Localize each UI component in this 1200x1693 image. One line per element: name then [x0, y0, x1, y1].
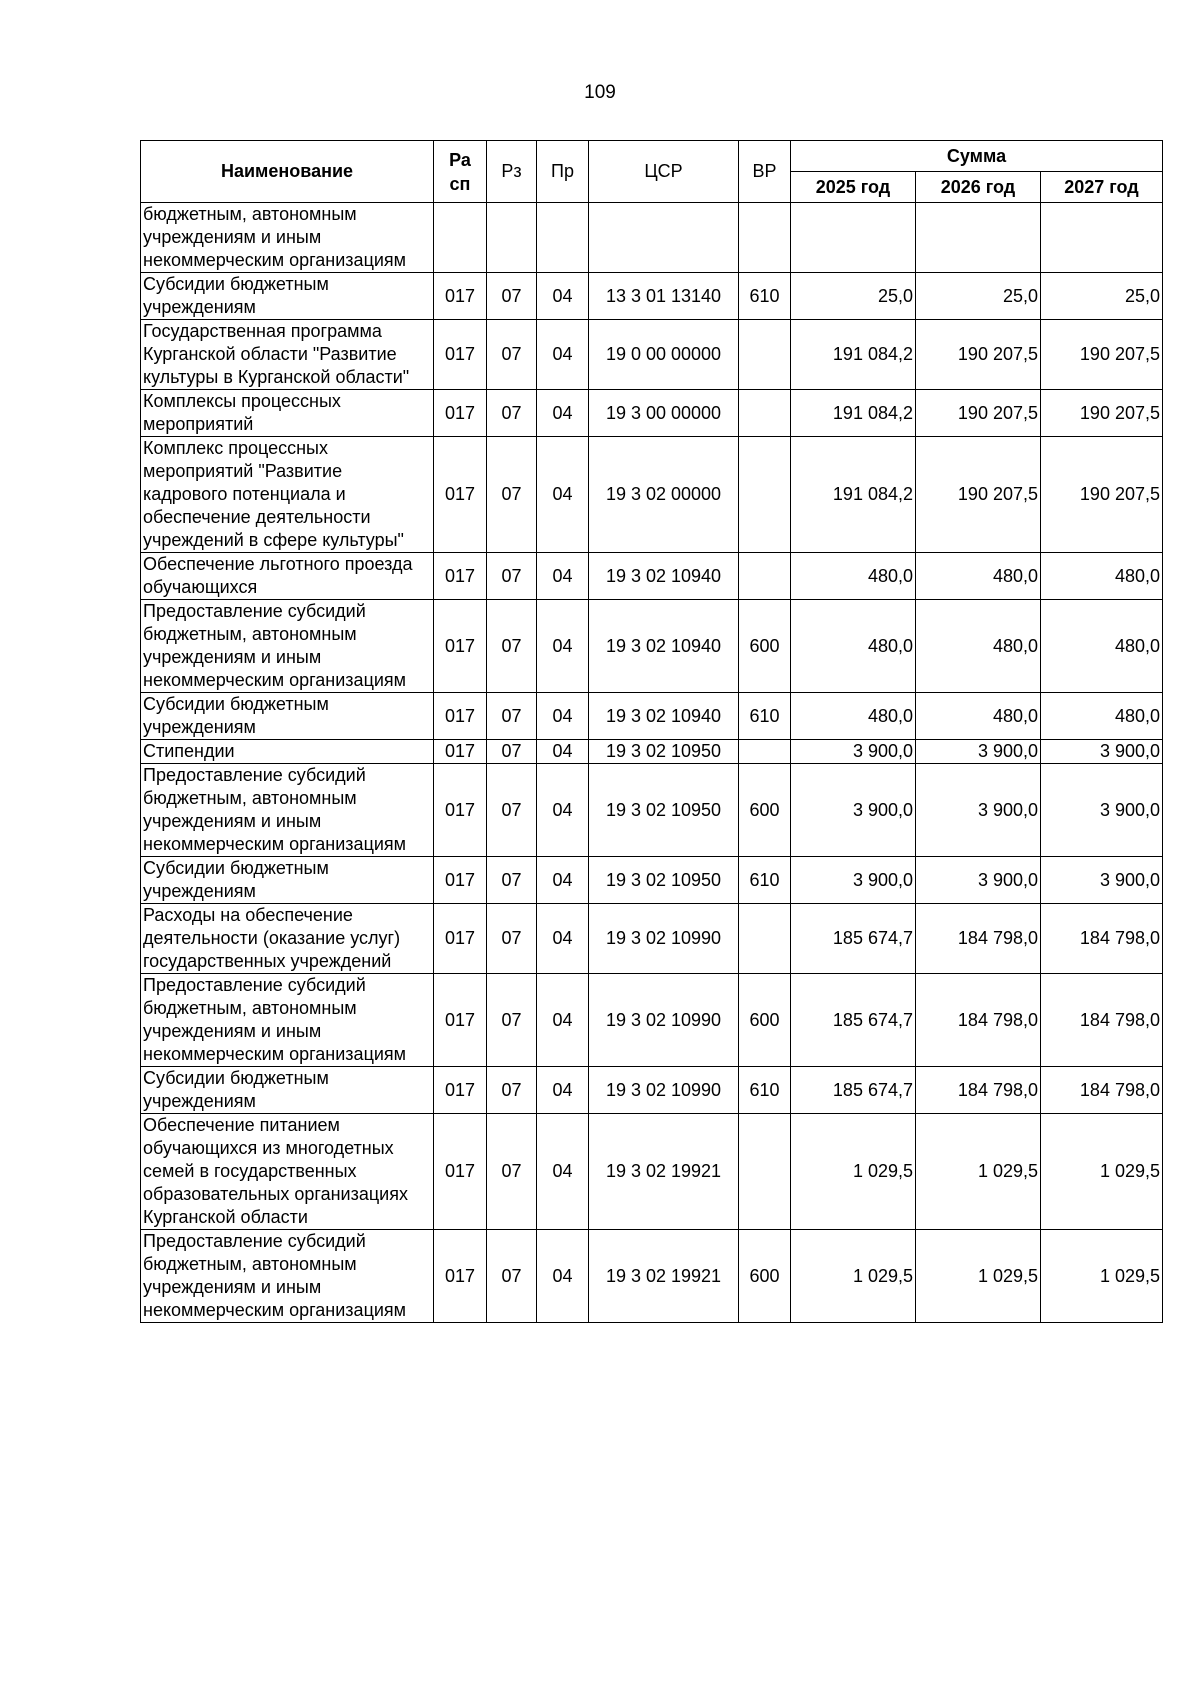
table-row [141, 203, 1163, 273]
cell-2027: 190 207,5 [1041, 437, 1163, 553]
table-row [141, 390, 1163, 437]
cell-2027: 184 798,0 [1041, 904, 1163, 974]
cell-2026: 1 029,5 [916, 1230, 1041, 1323]
cell-vr [739, 553, 791, 600]
cell-name: Субсидии бюджетным учреждениям [141, 693, 434, 740]
cell-csr: 19 3 02 10990 [589, 1067, 739, 1114]
cell-2026: 25,0 [916, 273, 1041, 320]
cell-2026: 3 900,0 [916, 764, 1041, 857]
cell-rz: 07 [487, 553, 537, 600]
cell-rz: 07 [487, 390, 537, 437]
header-rasp [434, 141, 487, 203]
cell-vr [739, 740, 791, 764]
header-year-2025: 2025 год [791, 172, 916, 203]
table-row [141, 437, 1163, 553]
cell-2025: 191 084,2 [791, 320, 916, 390]
cell-vr: 610 [739, 693, 791, 740]
cell-2027 [1041, 203, 1163, 273]
cell-2027: 480,0 [1041, 693, 1163, 740]
cell-2025: 191 084,2 [791, 437, 916, 553]
cell-2027: 3 900,0 [1041, 764, 1163, 857]
cell-csr: 19 3 02 19921 [589, 1114, 739, 1230]
cell-name: Комплексы процессных мероприятий [141, 390, 434, 437]
cell-rasp: 017 [434, 390, 487, 437]
cell-rz: 07 [487, 857, 537, 904]
cell-pr: 04 [537, 857, 589, 904]
cell-csr: 19 3 02 10940 [589, 693, 739, 740]
table-row [141, 764, 1163, 857]
cell-pr: 04 [537, 693, 589, 740]
cell-2025 [791, 203, 916, 273]
cell-2027: 3 900,0 [1041, 857, 1163, 904]
cell-name: Предоставление субсидий бюджетным, автономным учреждениям и иным некоммерческим организациям [141, 974, 434, 1067]
cell-2027: 1 029,5 [1041, 1230, 1163, 1323]
cell-rasp: 017 [434, 1114, 487, 1230]
header-sum: Сумма [791, 141, 1163, 172]
cell-rz: 07 [487, 600, 537, 693]
cell-2025: 191 084,2 [791, 390, 916, 437]
cell-rz: 07 [487, 764, 537, 857]
cell-2025: 3 900,0 [791, 857, 916, 904]
cell-name: Обеспечение льготного проезда обучающихся [141, 553, 434, 600]
table-row [141, 1114, 1163, 1230]
cell-rasp: 017 [434, 1067, 487, 1114]
cell-csr: 13 3 01 13140 [589, 273, 739, 320]
cell-pr: 04 [537, 904, 589, 974]
cell-pr: 04 [537, 1067, 589, 1114]
table-row [141, 904, 1163, 974]
cell-pr: 04 [537, 390, 589, 437]
cell-rz: 07 [487, 1114, 537, 1230]
cell-2026 [916, 203, 1041, 273]
cell-rz: 07 [487, 693, 537, 740]
cell-2026: 184 798,0 [916, 904, 1041, 974]
header-year-2026: 2026 год [916, 172, 1041, 203]
cell-name: Предоставление субсидий бюджетным, автономным учреждениям и иным некоммерческим организациям [141, 600, 434, 693]
cell-name: Субсидии бюджетным учреждениям [141, 1067, 434, 1114]
cell-name: бюджетным, автономным учреждениям и иным некоммерческим организациям [141, 203, 434, 273]
cell-csr: 19 3 02 10940 [589, 553, 739, 600]
cell-rz: 07 [487, 1067, 537, 1114]
cell-rasp: 017 [434, 273, 487, 320]
cell-2027: 480,0 [1041, 600, 1163, 693]
cell-rasp: 017 [434, 320, 487, 390]
cell-rasp: 017 [434, 437, 487, 553]
cell-rasp: 017 [434, 857, 487, 904]
cell-name: Государственная программа Курганской области "Развитие культуры в Курганской области" [141, 320, 434, 390]
cell-rasp: 017 [434, 600, 487, 693]
cell-2025: 185 674,7 [791, 1067, 916, 1114]
cell-csr: 19 3 02 10950 [589, 857, 739, 904]
cell-rasp: 017 [434, 553, 487, 600]
cell-csr: 19 3 02 10950 [589, 740, 739, 764]
cell-csr: 19 3 02 19921 [589, 1230, 739, 1323]
header-vr: ВР [739, 141, 791, 203]
header-name: Наименование [141, 141, 434, 203]
cell-pr: 04 [537, 764, 589, 857]
cell-rz: 07 [487, 904, 537, 974]
header-pr: Пр [537, 141, 589, 203]
cell-name: Субсидии бюджетным учреждениям [141, 273, 434, 320]
cell-2025: 480,0 [791, 600, 916, 693]
cell-rasp: 017 [434, 693, 487, 740]
cell-csr: 19 3 00 00000 [589, 390, 739, 437]
cell-name: Предоставление субсидий бюджетным, автономным учреждениям и иным некоммерческим организациям [141, 1230, 434, 1323]
cell-2025: 1 029,5 [791, 1230, 916, 1323]
header-rasp-label: Ра сп [449, 149, 471, 194]
header-rz: Рз [487, 141, 537, 203]
cell-vr [739, 390, 791, 437]
cell-2025: 3 900,0 [791, 764, 916, 857]
cell-name: Комплекс процессных мероприятий "Развитие кадрового потенциала и обеспечение деятельности учреждений в сфере культуры" [141, 437, 434, 553]
cell-csr: 19 3 02 10990 [589, 904, 739, 974]
header-csr: ЦСР [589, 141, 739, 203]
cell-name: Стипендии [141, 740, 434, 764]
cell-csr: 19 3 02 10950 [589, 764, 739, 857]
cell-rasp [434, 203, 487, 273]
cell-rasp: 017 [434, 1230, 487, 1323]
cell-name: Расходы на обеспечение деятельности (оказание услуг) государственных учреждений [141, 904, 434, 974]
cell-2026: 480,0 [916, 693, 1041, 740]
cell-2025: 3 900,0 [791, 740, 916, 764]
budget-table [140, 140, 1163, 1323]
cell-2025: 480,0 [791, 553, 916, 600]
cell-2026: 3 900,0 [916, 740, 1041, 764]
cell-csr: 19 0 00 00000 [589, 320, 739, 390]
cell-rz [487, 203, 537, 273]
cell-2025: 25,0 [791, 273, 916, 320]
cell-2026: 3 900,0 [916, 857, 1041, 904]
cell-csr: 19 3 02 10990 [589, 974, 739, 1067]
cell-pr: 04 [537, 740, 589, 764]
cell-vr: 610 [739, 1067, 791, 1114]
cell-csr [589, 203, 739, 273]
cell-2027: 480,0 [1041, 553, 1163, 600]
cell-vr: 600 [739, 1230, 791, 1323]
cell-vr: 610 [739, 273, 791, 320]
cell-2027: 1 029,5 [1041, 1114, 1163, 1230]
cell-rz: 07 [487, 974, 537, 1067]
cell-name: Обеспечение питанием обучающихся из многодетных семей в государственных образовательных организациях Курганской области [141, 1114, 434, 1230]
cell-2025: 185 674,7 [791, 974, 916, 1067]
cell-vr [739, 904, 791, 974]
table-row [141, 1230, 1163, 1323]
cell-2025: 480,0 [791, 693, 916, 740]
cell-pr: 04 [537, 1230, 589, 1323]
cell-pr: 04 [537, 600, 589, 693]
table-row [141, 740, 1163, 764]
cell-csr: 19 3 02 00000 [589, 437, 739, 553]
cell-2027: 190 207,5 [1041, 390, 1163, 437]
cell-vr [739, 320, 791, 390]
cell-rz: 07 [487, 437, 537, 553]
table-row [141, 693, 1163, 740]
cell-rasp: 017 [434, 904, 487, 974]
cell-2026: 480,0 [916, 600, 1041, 693]
cell-2025: 1 029,5 [791, 1114, 916, 1230]
cell-2026: 190 207,5 [916, 320, 1041, 390]
cell-rasp: 017 [434, 764, 487, 857]
cell-pr: 04 [537, 437, 589, 553]
cell-2027: 184 798,0 [1041, 974, 1163, 1067]
header-year-2027: 2027 год [1041, 172, 1163, 203]
cell-name: Предоставление субсидий бюджетным, автономным учреждениям и иным некоммерческим организациям [141, 764, 434, 857]
table-row [141, 553, 1163, 600]
cell-vr: 600 [739, 764, 791, 857]
cell-pr: 04 [537, 974, 589, 1067]
cell-pr: 04 [537, 273, 589, 320]
cell-pr: 04 [537, 320, 589, 390]
page-number: 109 [584, 82, 616, 103]
cell-rasp: 017 [434, 974, 487, 1067]
cell-vr [739, 1114, 791, 1230]
cell-2025: 185 674,7 [791, 904, 916, 974]
table-row [141, 1067, 1163, 1114]
table-row [141, 320, 1163, 390]
cell-2026: 190 207,5 [916, 437, 1041, 553]
cell-rz: 07 [487, 1230, 537, 1323]
cell-2027: 25,0 [1041, 273, 1163, 320]
cell-pr: 04 [537, 1114, 589, 1230]
cell-2026: 190 207,5 [916, 390, 1041, 437]
cell-2026: 184 798,0 [916, 1067, 1041, 1114]
table-row [141, 857, 1163, 904]
cell-2027: 184 798,0 [1041, 1067, 1163, 1114]
cell-vr: 610 [739, 857, 791, 904]
cell-2026: 1 029,5 [916, 1114, 1041, 1230]
table-row [141, 974, 1163, 1067]
cell-rz: 07 [487, 273, 537, 320]
table-row [141, 600, 1163, 693]
cell-2026: 480,0 [916, 553, 1041, 600]
cell-rz: 07 [487, 320, 537, 390]
table-row [141, 273, 1163, 320]
cell-rz: 07 [487, 740, 537, 764]
cell-2027: 190 207,5 [1041, 320, 1163, 390]
cell-csr: 19 3 02 10940 [589, 600, 739, 693]
cell-vr [739, 203, 791, 273]
cell-name: Субсидии бюджетным учреждениям [141, 857, 434, 904]
cell-2026: 184 798,0 [916, 974, 1041, 1067]
cell-2027: 3 900,0 [1041, 740, 1163, 764]
cell-vr: 600 [739, 600, 791, 693]
cell-pr: 04 [537, 553, 589, 600]
cell-pr [537, 203, 589, 273]
cell-rasp: 017 [434, 740, 487, 764]
cell-vr: 600 [739, 974, 791, 1067]
cell-vr [739, 437, 791, 553]
